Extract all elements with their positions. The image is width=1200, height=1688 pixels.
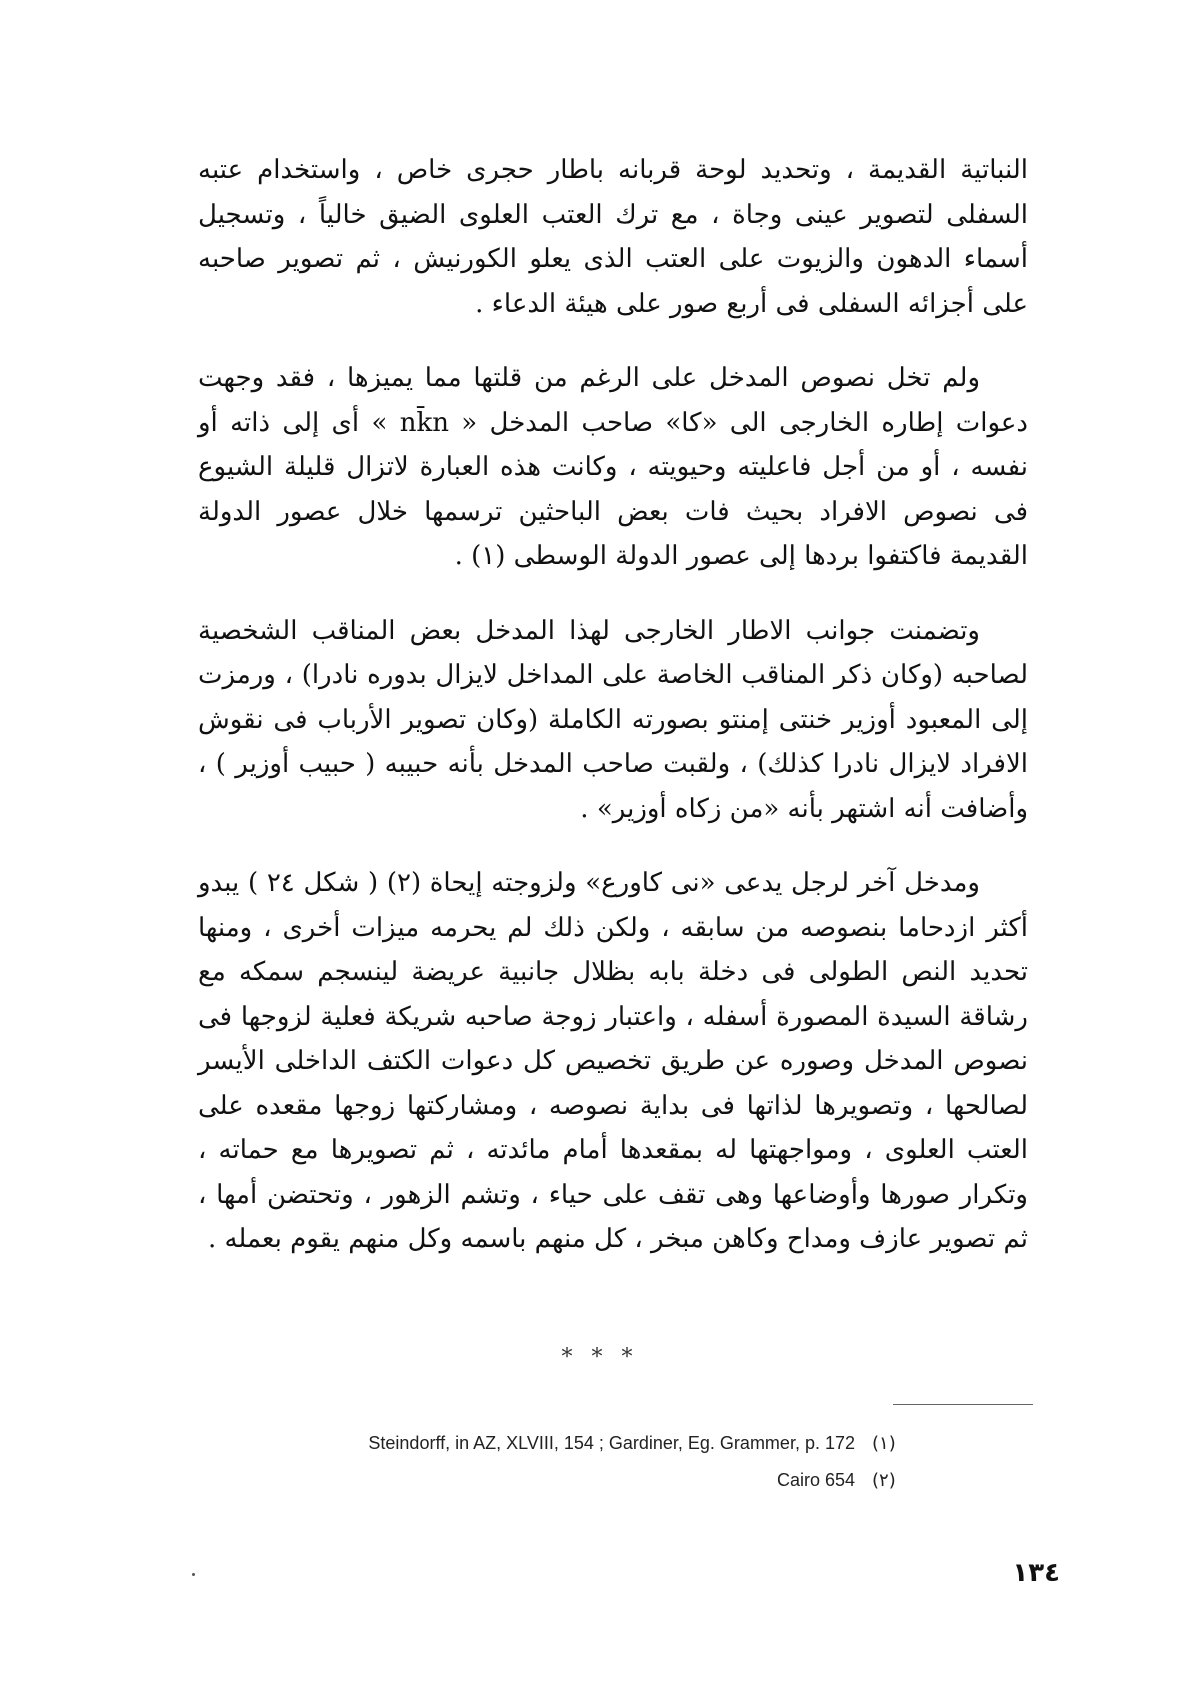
main-text xyxy=(198,148,1028,1292)
paragraph-1: النباتية القديمة ، وتحديد لوحة قربانه باطار حجرى خاص ، واستخدام عتبه السفلى لتصوير عينى وجاة ، مع ترك العتب العلوى الضيق خالياً ، وتسجيل أسماء الدهون والزيوت على العتب الذى يعلو الكورنيش ، ثم تصوير صاحبه على أجزائه السفلى فى أربع صور على هيئة الدعاء . xyxy=(198,155,1028,319)
paragraph-2: ولم تخل نصوص المدخل على الرغم من قلتها مما يميزها ، فقد وجهت دعوات إطاره الخارجى الى «كا» صاحب المدخل « nk̄n » أى إلى ذاته أو نفسه ، أو من أجل فاعليته وحيويته ، وكانت هذه العبارة لاتزال قليلة الشيوع فى نصوص الافراد بحيث فات بعض الباحثين ترسمها خلال عصور الدولة القديمة فاكتفوا بردها إلى عصور الدولة الوسطى (١) . xyxy=(198,363,1028,571)
footnote-rule xyxy=(893,1404,1033,1405)
footnote-2-number: (٢) xyxy=(872,1470,896,1491)
footnote-1-text: Steindorff, in AZ, XLVIII, 154 ; Gardiner, Eg. Grammer, p. 172 xyxy=(368,1433,855,1453)
section-separator: * * * xyxy=(561,1345,639,1370)
footnote-2-text: Cairo 654 xyxy=(776,1470,855,1490)
paragraph-3: وتضمنت جوانب الاطار الخارجى لهذا المدخل بعض المناقب الشخصية لصاحبه (وكان ذكر المناقب الخاصة على المداخل لايزال بدوره نادرا) ، ورمزت إلى المعبود أوزير خنتى إمنتو بصورته الكاملة (وكان تصوير الأرباب فى نقوش الافراد لايزال نادرا كذلك) ، ولقبت صاحب المدخل بأنه حبيبه ( حبيب أوزير ) ، وأضافت أنه اشتهر بأنه «من زكاه أوزير» . xyxy=(198,615,1028,824)
paragraph-4: ومدخل آخر لرجل يدعى «نى كاورع» ولزوجته إيحاة (٢) ( شكل ٢٤ ) يبدو أكثر ازدحاما بنصوصه من سابقه ، ولكن ذلك لم يحرمه ميزات أخرى ، ومنها تحديد النص الطولى فى دخلة بابه بظلال جانبية عريضة لينسجم سمكه مع رشاقة السيدة المصورة أسفله ، واعتبار زوجة صاحبه شريكة فعلية لزوجها فى نصوص المدخل وصوره عن طريق تخصيص كل دعوات الكتف الداخلى الأيسر لصالحها ، وتصويرها لذاتها فى بداية نصوصه ، ومشاركتها زوجها مقعده على العتب العلوى ، ومواجهتها له بمقعدها أمام مائدته ، ثم تصويرها مع حماته ، وتكرار صورها وأوضاعها وهى تقف على حياء ، وتشم الزهور ، وتحتضن أمها ، ثم تصوير عازف ومداح وكاهن مبخر ، كل منهم باسمه وكل منهم يقوم بعمله . xyxy=(198,868,1028,1254)
scan-speck xyxy=(192,1573,195,1576)
page-number: ١٣٤ xyxy=(1012,1558,1060,1588)
footnote-1-number: (١) xyxy=(872,1433,896,1454)
